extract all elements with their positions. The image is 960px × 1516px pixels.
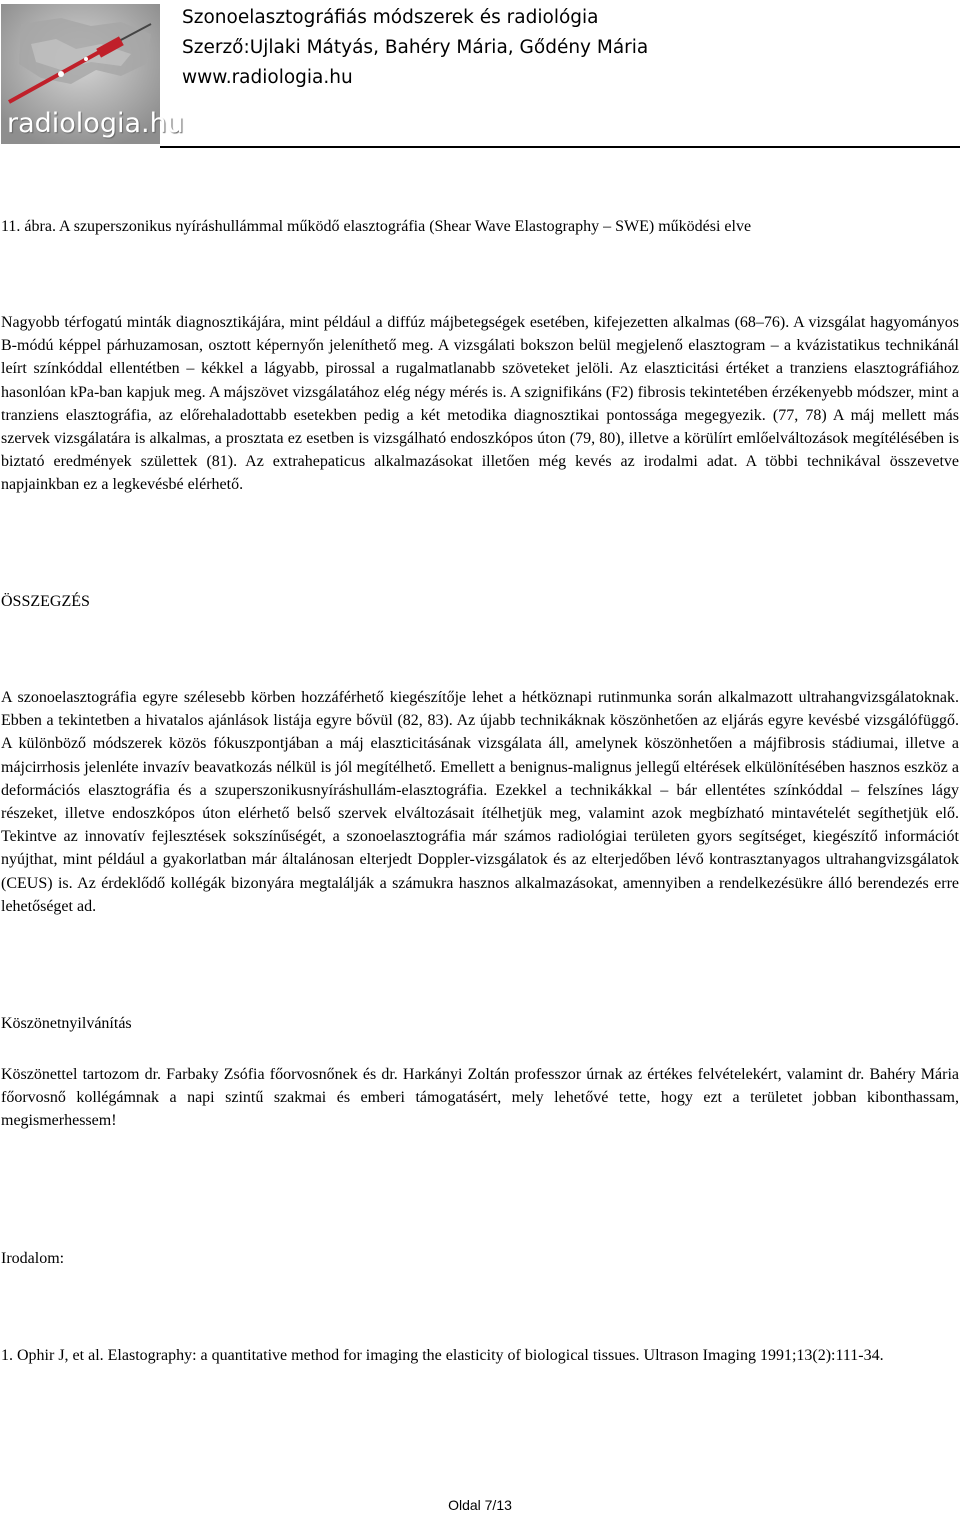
acknowledgement-heading: Köszönetnyilvánítás	[1, 1015, 132, 1032]
paragraph-acknowledgement: Köszönettel tartozom dr. Farbaky Zsófia főorvosnőnek és dr. Harkányi Zoltán professzor úrnak az értékes felvételekért, valamint dr. Bahéry Mária főorvosnő kollégámnak a napi szintű szakmai és emberi támogatásért, mely lehetővé tette, hogy ezt a területet jobban kibonthassam, megismerhessem!	[1, 1066, 959, 1130]
summary-heading: ÖSSZEGZÉS	[1, 593, 90, 610]
site-url-link[interactable]: www.radiologia.hu	[182, 67, 353, 88]
radiologia-logo[interactable]	[1, 4, 184, 144]
paragraph-summary: A szonoelasztográfia egyre szélesebb körben hozzáférhető kiegészítője lehet a hétköznapi rutinmunka során alkalmazott ultrahangvizsgálatoknak. Ebben a tekintetben a hivatalos ajánlások listája egyre bővül (82, 83). Az újabb technikáknak köszönhetően az eljárás egyre kevésbé vizsgálófüggő. A különböző módszerek közös fókuszpontjában a máj elaszticitásának vizsgálata áll, amelynek köszönhetően a májfibrosis stádiumai, illetve a májcirrhosis jelenléte invazív beavatkozás nélkül is jól megítélhető. Emellett a benignus-malignus jellegű eltérések elkülönítésében hasznos eszköz a deformációs elasztográfia és a szuperszonikusnyíráshullám-elasztográfia. Ezekkel a technikákkal – bár ellentétes színkóddal – felszínes lágy részeket, illetve endoszkópos úton elérhető belső szervek elváltozásait ítélhetjük meg, valamint azok megbízható mintavételét segíthetjük elő. Tekintve az innovatív fejlesztések sokszínűségét, a szonoelasztográfia már számos radiológiai területen gyors segítséget, kiegészítő információt nyújthat, mint például a gyakorlatban már általánosan elterjedt Doppler-vizsgálatok és az elterjedőben lévő kontrasztanyagos ultrahangvizsgálatok (CEUS) is. Az érdeklődő kollégák bizonyára megtalálják a számukra hasznos alkalmazásokat, amennyiben a rendelkezésükre álló berendezés erre lehetőséget ad.	[1, 689, 959, 915]
header-divider	[160, 146, 960, 148]
page-number: Oldal 7/13	[448, 1497, 512, 1513]
reference-item: 1. Ophir J, et al. Elastography: a quantitative method for imaging the elasticity of biological tissues. Ultrason Imaging 1991;13(2):111-34.	[1, 1347, 884, 1364]
document-authors: Szerző:Ujlaki Mátyás, Bahéry Mária, Gődény Mária	[182, 37, 649, 58]
figure-caption: 11. ábra. A szuperszonikus nyíráshullámmal működő elasztográfia (Shear Wave Elastography – SWE) működési elve	[1, 218, 752, 235]
references-heading: Irodalom:	[1, 1250, 65, 1267]
document-title: Szonoelasztográfiás módszerek és radiológia	[182, 7, 599, 28]
paragraph-swe: Nagyobb térfogatú minták diagnosztikájára, mint például a diffúz májbetegségek esetében, kifejezetten alkalmas (68–76). A vizsgálat hagyományos B-módú képpel párhuzamosan, osztott képernyőn jeleníthető meg. A vizsgálati bokszon belül megjelenő elasztogram – a kvázistatikus technikánál leírt színkóddal ellentétben – kékkel a lágyabb, pirossal a rugalmatlanabb szöveteket jelöli. Az elaszticitási értéket a tranziens elasztográfiához hasonlóan kPa-ban kapjuk meg. A májszövet vizsgálatához elég négy mérés is. A szignifikáns (F2) fibrosis tekintetében érzékenyebb módszer, mint a tranziens elasztográfia, az előrehaladottabb esetekben pedig a két metodika diagnosztikai pontossága megegyezik. (77, 78) A máj mellett más szervek vizsgálatára is alkalmas, a prosztata ez esetben is vizsgálható endoszkópos úton (79, 80), illetve a körülírt emlőelváltozások megítélésében is biztató eredmények születtek (81). Az extrahepaticus alkalmazásokat illetően még kevés az irodalmi adat. A többi technikával összevetve napjainkban ez a legkevésbé elérhető.	[1, 314, 959, 494]
page-header	[0, 0, 960, 150]
logo-text: radiologia.hu	[7, 108, 184, 139]
